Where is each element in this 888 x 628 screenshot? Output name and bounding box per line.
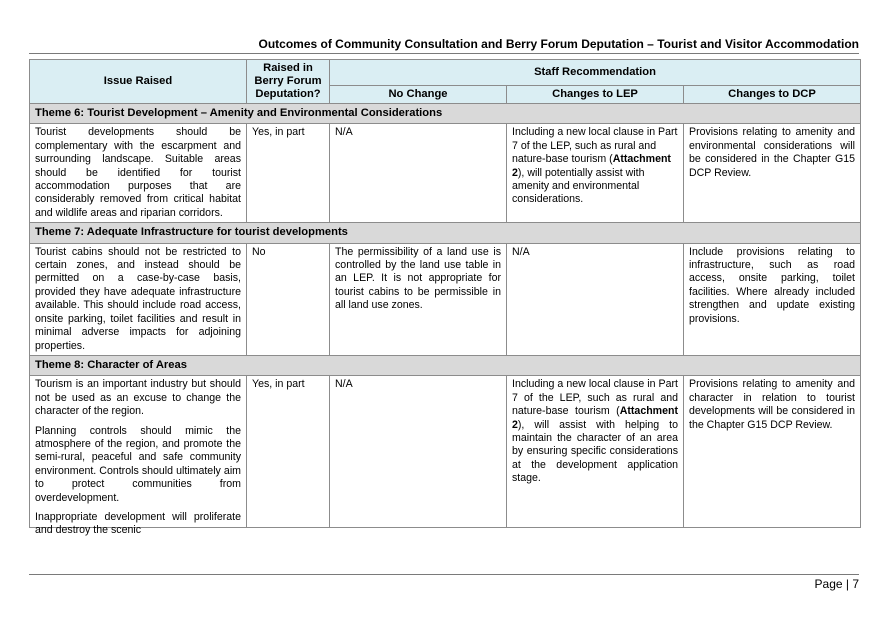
theme-8-issue-para-1: Tourism is an important industry but should not be used as an excuse to change the character of the region. xyxy=(35,378,241,418)
theme-8-issue-para-3: Inappropriate development will proliferate and destroy the scenic xyxy=(35,510,241,537)
theme-6-raised: Yes, in part xyxy=(247,124,330,223)
theme-6-lep xyxy=(507,124,684,223)
theme-6-lep-text-a: Including a new local clause in Part 7 of the LEP, such as rural and nature-base tourism ( xyxy=(512,126,678,166)
theme-8-issue xyxy=(30,376,247,537)
theme-8-lep-attachment: Attachment 2 xyxy=(512,405,678,431)
theme-8-no-change: N/A xyxy=(330,376,507,528)
theme-6-heading: Theme 6: Tourist Development – Amenity and Environmental Considerations xyxy=(30,104,861,124)
theme-6-no-change: N/A xyxy=(330,124,507,223)
theme-7-dcp: Include provisions relating to infrastructure, such as road access, onsite parking, toilet facilities. Where already included strengthen and update existing provisions. xyxy=(684,243,861,355)
theme-6-lep-text-b: ), will potentially assist with amenity and environmental considerations. xyxy=(512,166,645,206)
theme-8-dcp: Provisions relating to amenity and character in relation to tourist developments will be considered in the Chapter G15 DCP Review. xyxy=(684,376,861,528)
theme-6-issue: Tourist developments should be complementary with the escarpment and surrounding landscape. Suitable areas should be identified for tourist accommodation purposes that are considerably removed from critical habitat and wildlife areas and riparian corridors. xyxy=(30,124,247,223)
theme-8-issue-clip xyxy=(35,378,241,537)
theme-7-no-change: The permissibility of a land use is controlled by the land use table in an LEP. It is not appropriate for tourist cabins to be permissible in all land use zones. xyxy=(330,243,507,355)
col-header-changes-dcp: Changes to DCP xyxy=(684,85,861,103)
theme-8-raised: Yes, in part xyxy=(247,376,330,528)
table-row xyxy=(30,124,861,223)
theme-6-dcp: Provisions relating to amenity and environmental considerations will be considered in the Chapter G15 DCP Review. xyxy=(684,124,861,223)
col-header-issue: Issue Raised xyxy=(30,60,247,104)
theme-7-issue: Tourist cabins should not be restricted to certain zones, and instead should be permitted on a case-by-case basis, provided they have adequate infrastructure available. This should include road access, onsite parking, toilet facilities and result in minimal adverse impacts for adjoining properties. xyxy=(30,243,247,355)
footer-rule xyxy=(29,574,859,575)
recommendations-table xyxy=(29,59,861,537)
col-header-no-change: No Change xyxy=(330,85,507,103)
theme-8-lep-text-b: ), will assist with helping to maintain the character of an area by ensuring specific considerations at the development application stage. xyxy=(512,418,678,485)
theme-7-lep: N/A xyxy=(507,243,684,355)
page-number: Page | 7 xyxy=(814,577,859,591)
theme-8-lep xyxy=(507,376,684,528)
col-header-staff-recommendation: Staff Recommendation xyxy=(330,60,861,86)
theme-7-raised: No xyxy=(247,243,330,355)
header-rule xyxy=(29,53,859,54)
theme-8-lep-text-a: Including a new local clause in Part 7 of the LEP, such as rural and nature-base tourism ( xyxy=(512,378,678,418)
table-row xyxy=(30,243,861,355)
theme-8-issue-para-2: Planning controls should mimic the atmosphere of the region, and promote the semi-rural, peaceful and safe community environment. Controls should ultimately aim to protect communities from overdevelopment. xyxy=(35,424,241,504)
document-header-title: Outcomes of Community Consultation and Berry Forum Deputation – Tourist and Visitor Accommodation xyxy=(258,37,859,51)
theme-8-heading: Theme 8: Character of Areas xyxy=(30,355,861,375)
col-header-raised: Raised in Berry Forum Deputation? xyxy=(247,60,330,104)
theme-7-heading: Theme 7: Adequate Infrastructure for tourist developments xyxy=(30,223,861,243)
col-header-changes-lep: Changes to LEP xyxy=(507,85,684,103)
table-row xyxy=(30,376,861,528)
theme-6-lep-attachment: Attachment 2 xyxy=(512,153,671,179)
